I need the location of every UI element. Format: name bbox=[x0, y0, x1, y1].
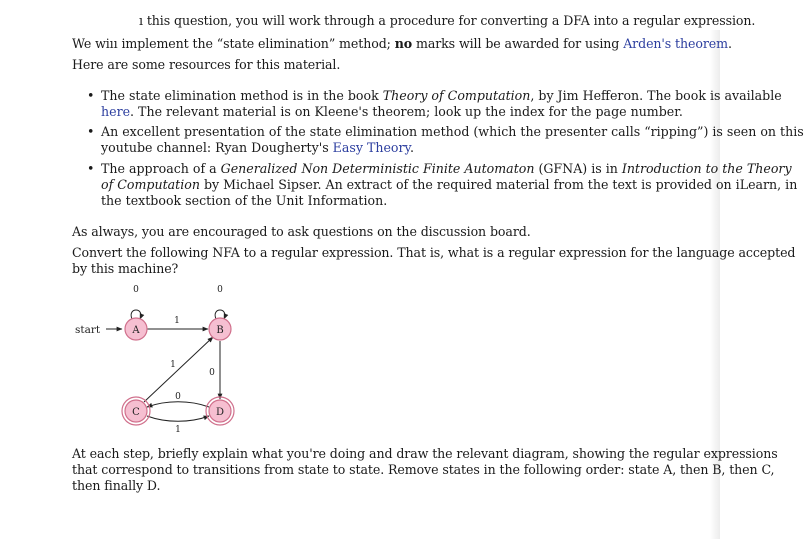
edge-a-to-b-label: 1 bbox=[174, 316, 180, 326]
loop-b-label: 0 bbox=[217, 285, 223, 295]
state-a bbox=[125, 318, 147, 340]
intro-line-2: We wiıı implement the “state elimination” method; no marks will be awarded for using Arden's theorem. bbox=[72, 36, 732, 51]
state-d bbox=[206, 397, 234, 425]
edge-d-to-c-label: 0 bbox=[175, 392, 181, 402]
question-line-1: Convert the following NFA to a regular expression. That is, what is a regular expression for the language accepted bbox=[72, 245, 796, 260]
intro-line-3: Here are some resources for this material. bbox=[72, 57, 341, 72]
question-line-2: by this machine? bbox=[72, 261, 179, 276]
edge-d-to-c bbox=[147, 402, 209, 407]
state-b-label: B bbox=[216, 325, 224, 336]
intro-line-1: ı this question, you will work through a procedure for converting a DFA into a regular expression. bbox=[139, 13, 756, 28]
instructions-line-2: that correspond to transitions from state to state. Remove states in the following order: state A, then B, then C, bbox=[72, 462, 775, 477]
discussion-note: As always, you are encouraged to ask questions on the discussion board. bbox=[72, 224, 531, 239]
edge-b-to-d-label: 0 bbox=[209, 368, 215, 378]
state-c bbox=[122, 397, 150, 425]
edge-c-to-d-label: 1 bbox=[175, 425, 181, 435]
nfa-diagram bbox=[70, 280, 270, 440]
instructions-line-3: then finally D. bbox=[72, 478, 161, 493]
state-a-label: A bbox=[132, 325, 140, 336]
document-page: ı this question, you will work through a procedure for converting a DFA into a regular expression. We wiıı implement the “state elimination” method; no marks will be awarded for using Arden's theorem. Here are some resources for this material. • The state elimination method is in the book Theory of Computation, by Jim Hefferon. The book is available here. The relevant material is on Kleene's theorem; look up the index for the page number. • An excellent presentation of the state elimination method (which the presenter calls “ripping”) is seen on this youtube channel: Ryan Dougherty's Easy Theory. • The approach of a Generalized Non Deterministic Finite Automaton (GFNA) is in Introduction to the Theory of Computation by Michael Sipser. An extract of the required material from the text is provided on iLearn, in the textbook section of the Unit Information. As always, you are encouraged to ask questions on the discussion board. Convert the following NFA to a regular expression. That is, what is a regular expression for the language accepted by this machine? start 0 0 1 1 0 0 1 A B C D At each step, briefly explain what you're doing and draw the relevant diagram, showing the regular expressions that correspond to transitions from state to state. Remove states in the following order: state A, then B, then C, then finally D. bbox=[0, 0, 720, 539]
bullet-icon: • bbox=[87, 161, 95, 176]
instructions-line-1: At each step, briefly explain what you're doing and draw the relevant diagram, showing the regular expressions bbox=[72, 446, 778, 461]
state-d-label: D bbox=[215, 407, 225, 418]
here-link[interactable]: here bbox=[101, 104, 131, 119]
bullet-icon: • bbox=[87, 124, 95, 139]
emphasis-no: no bbox=[394, 36, 413, 51]
start-label: start bbox=[75, 324, 101, 336]
ardens-theorem-link[interactable]: Arden's theorem bbox=[623, 36, 728, 51]
edge-c-to-b-label: 1 bbox=[170, 360, 176, 370]
state-b bbox=[209, 318, 231, 340]
loop-a-label: 0 bbox=[133, 285, 139, 295]
bullet-icon: • bbox=[87, 88, 95, 103]
easy-theory-link[interactable]: Easy Theory bbox=[332, 140, 410, 155]
state-c-label: C bbox=[132, 407, 140, 418]
edge-c-to-d bbox=[147, 416, 209, 421]
